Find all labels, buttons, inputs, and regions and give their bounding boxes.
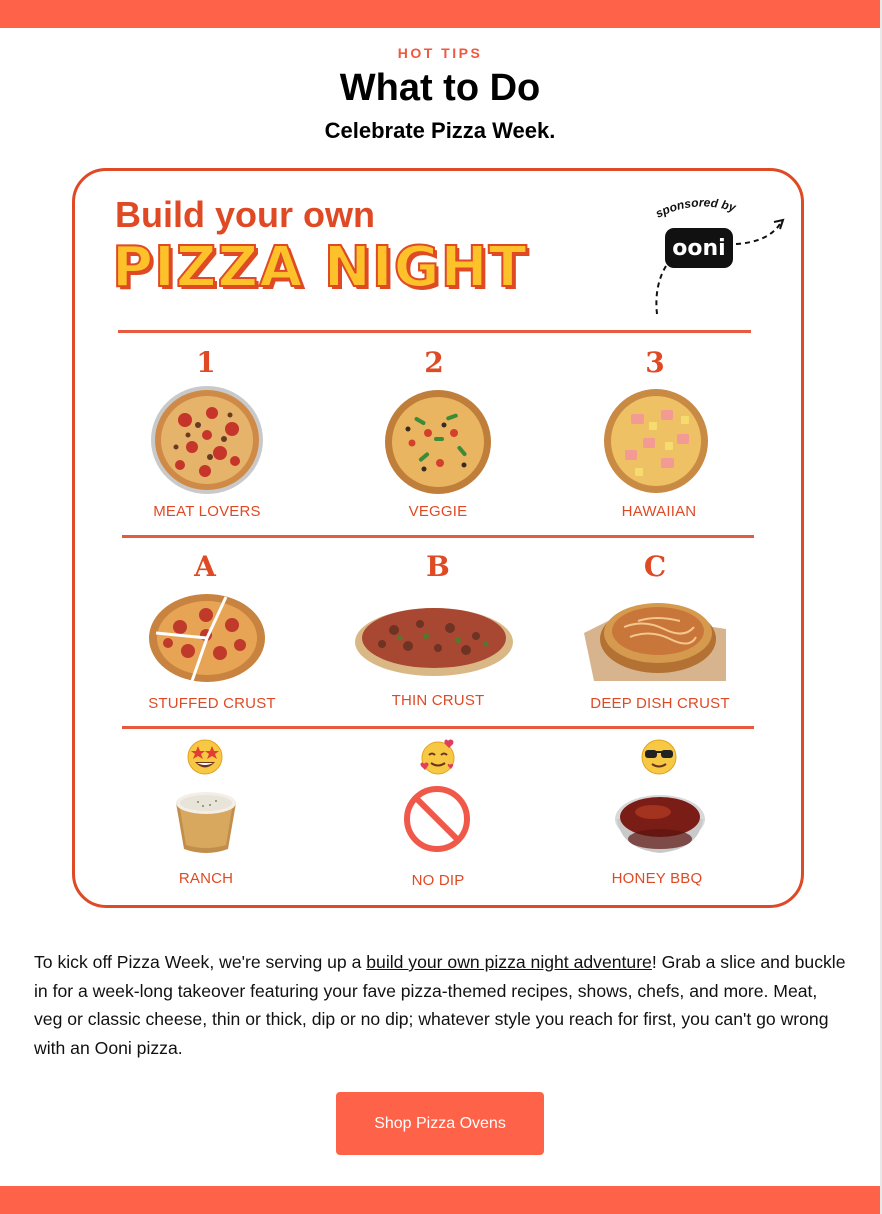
body-paragraph xyxy=(34,948,846,1062)
top-accent-bar xyxy=(0,0,880,28)
step-marker-c: C xyxy=(643,550,667,583)
option-label-stuffed-crust: STUFFED CRUST xyxy=(148,695,276,712)
option-label-veggie: VEGGIE xyxy=(408,503,468,520)
honey-bbq-dip-image xyxy=(613,787,707,857)
option-label-no-dip: NO DIP xyxy=(411,872,465,889)
body-text-start: To kick off Pizza Week, we're serving up a xyxy=(34,952,367,972)
hawaiian-pizza-image xyxy=(603,388,709,494)
step-marker-3: 3 xyxy=(645,346,665,379)
deep-dish-pizza-image xyxy=(584,593,726,681)
eyebrow-label: HOT TIPS xyxy=(397,45,483,61)
step-marker-1: 1 xyxy=(196,346,216,379)
dashed-arrow-right xyxy=(736,224,780,244)
veggie-pizza-image xyxy=(384,389,492,495)
option-label-honey-bbq: HONEY BBQ xyxy=(611,870,703,887)
ranch-dip-image xyxy=(170,783,242,855)
smiling-hearts-emoji xyxy=(418,737,458,777)
sponsor-badge[interactable] xyxy=(640,196,800,321)
star-struck-emoji xyxy=(185,737,225,777)
dashed-line-down xyxy=(656,266,666,314)
sponsored-by-text: sponsored by xyxy=(653,196,738,221)
stuffed-crust-pizza-image xyxy=(148,593,266,683)
ooni-logo-text: ooni xyxy=(672,236,726,261)
divider-2 xyxy=(122,535,754,538)
bottom-accent-bar xyxy=(0,1186,880,1214)
meat-lovers-pizza-image xyxy=(150,385,264,495)
divider-3 xyxy=(122,726,754,729)
no-symbol-icon xyxy=(403,785,471,853)
page-subtitle: Celebrate Pizza Week. xyxy=(324,118,556,143)
option-label-deep-dish-crust: DEEP DISH CRUST xyxy=(590,695,730,712)
step-marker-a: A xyxy=(194,550,216,583)
shop-pizza-ovens-button[interactable]: Shop Pizza Ovens xyxy=(336,1092,544,1155)
divider-1 xyxy=(118,330,751,333)
step-marker-2: 2 xyxy=(424,346,444,379)
option-label-hawaiian: HAWAIIAN xyxy=(621,503,697,520)
page-title: What to Do xyxy=(339,67,541,109)
option-label-thin-crust: THIN CRUST xyxy=(391,692,485,709)
card-pizza-night-heading: PIZZA NIGHT xyxy=(112,235,528,300)
card-build-heading: Build your own xyxy=(115,194,375,235)
option-label-ranch: RANCH xyxy=(178,870,234,887)
option-label-meat-lovers: MEAT LOVERS xyxy=(153,503,261,520)
pizza-night-link[interactable]: build your own pizza night adventure xyxy=(366,952,652,972)
body-text-end: ! Grab a slice and buckle in for a week-long takeover featuring your fave pizza-themed recipes, shows, chefs, and more. Meat, veg or classic cheese, thin or thick, dip or no dip; whatever style you reach for first, you can't go wrong with an Ooni pizza. xyxy=(34,952,846,1058)
sunglasses-emoji xyxy=(639,737,679,777)
step-marker-b: B xyxy=(426,550,450,583)
thin-crust-pizza-image xyxy=(354,600,514,680)
